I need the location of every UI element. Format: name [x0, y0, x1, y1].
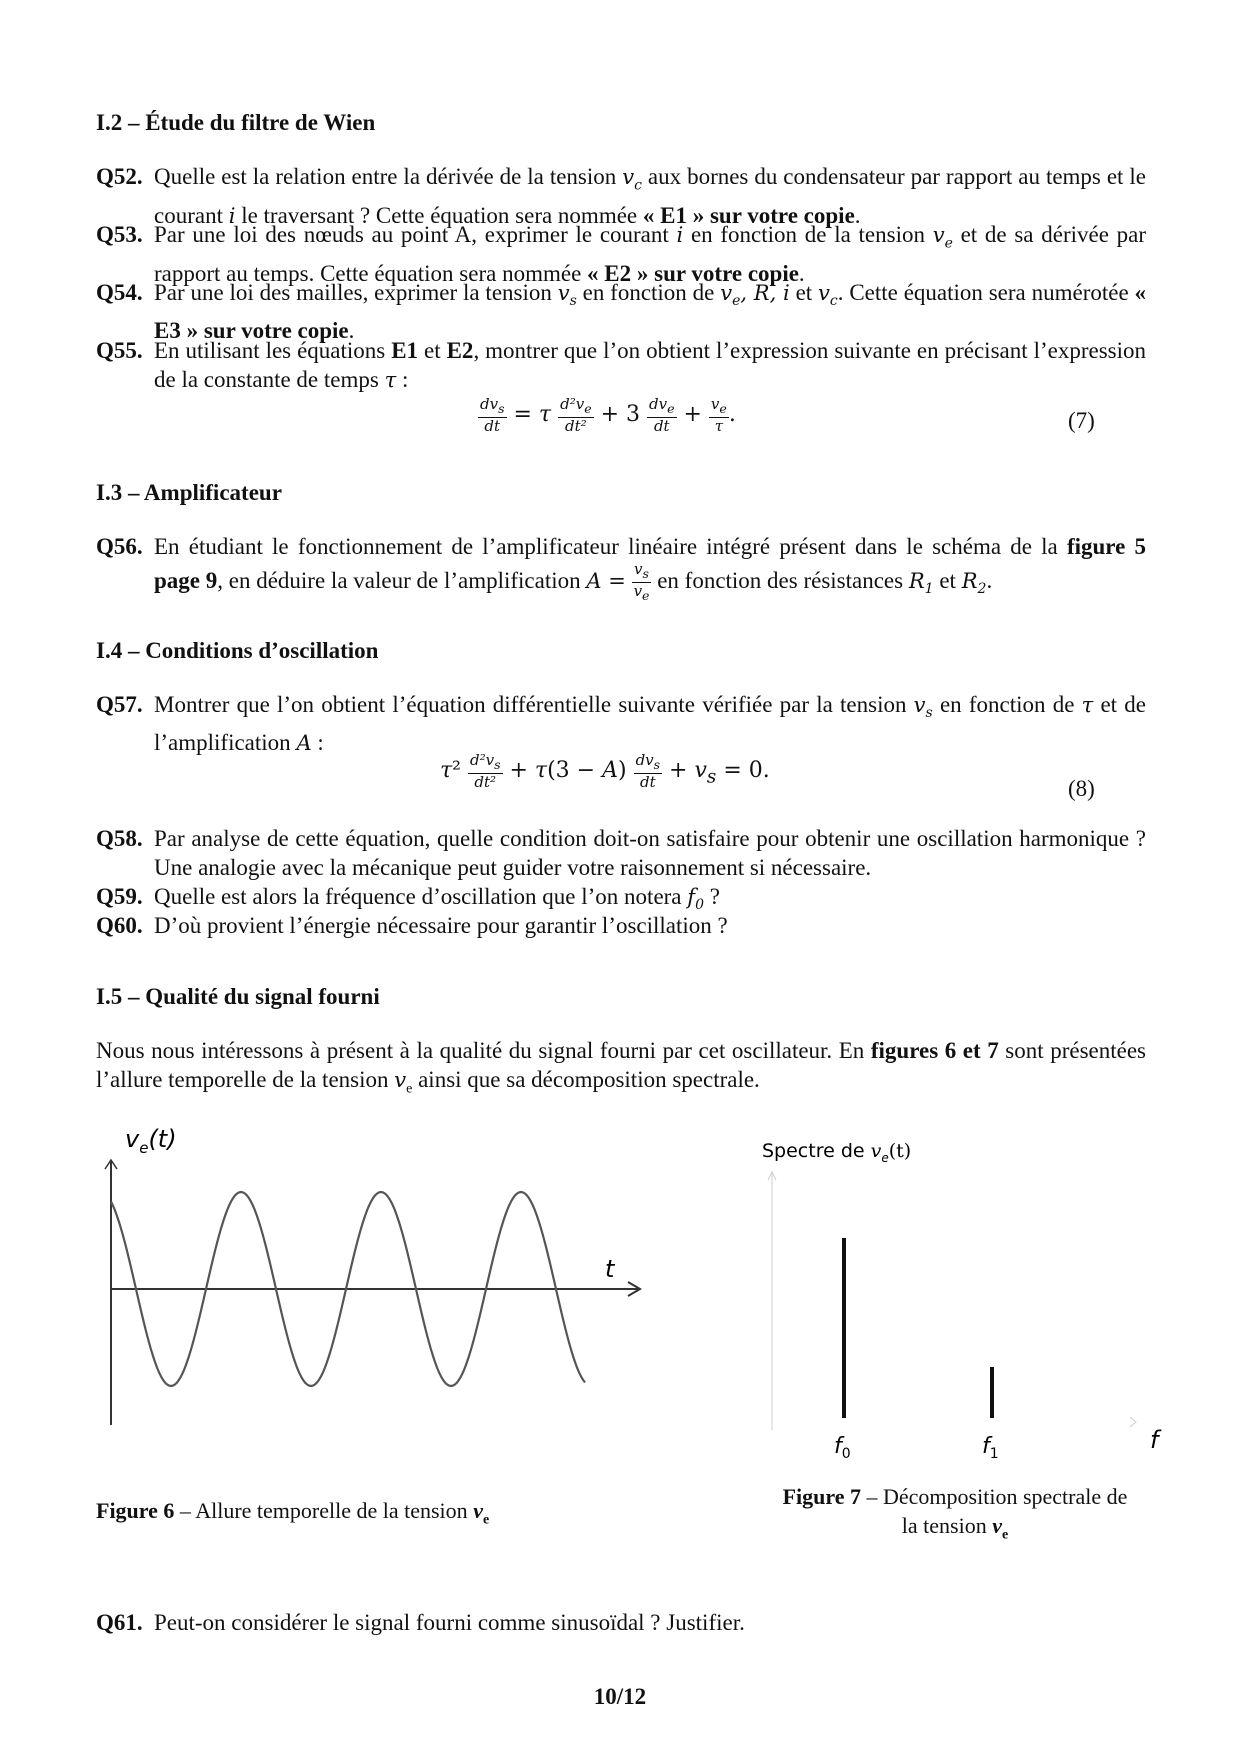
question-q59: Q59. Quelle est alors la fréquence d’oscillation que l’on notera $f_0$ ? [96, 884, 720, 914]
question-q58: Q58. Par analyse de cette équation, quelle condition doit-on satisfaire pour obtenir une oscillation harmonique ? Une analogie avec la mécanique peut guider votre raisonnement si nécessaire. [96, 826, 1146, 880]
equation-7: $\frac{dv_s}{dt}$ = τ $\frac{d^2v_e}{\text{dt²}}$ + 3 $\frac{dv_e}{dt}$ + $\frac{v_e}{\tau}$ . [480, 395, 736, 435]
question-number: Q55. [96, 338, 143, 363]
intro-paragraph: Nous nous intéressons à présent à la qualité du signal fourni par cet oscillateur. En figures 6 et 7 sont présentées l’allure temporelle de la tension $v_e$ ainsi que sa décomposition spectrale. [96, 1038, 1146, 1097]
equation-number-8: (8) [1068, 776, 1095, 801]
x-axis-label: t [605, 1255, 615, 1283]
tick-label-f0: $f_0$ [834, 1434, 851, 1462]
question-number: Q56. [96, 534, 143, 559]
question-number: Q57. [96, 692, 143, 717]
question-q60: Q60. D’où provient l’énergie nécessaire pour garantir l’oscillation ? [96, 913, 728, 938]
y-axis-label: $v_e(t)$ [125, 1125, 177, 1157]
question-q52: Q52. Quelle est la relation entre la dérivée de la tension $v_c$ aux bornes du condensateur par rapport au temps et le courant i le traversant ? Cette équation sera nommée « E1 » sur votre copie. [96, 164, 1146, 228]
spectrum-title: Spectre de $v_e(t)$ [762, 1140, 912, 1165]
question-number: Q61. [96, 1610, 143, 1635]
section-heading-i4: I.4 – Conditions d’oscillation [96, 638, 379, 663]
question-q53: Q53. Par une loi des nœuds au point A, exprimer le courant i en fonction de la tension $v_e$ et de sa dérivée par rapport au temps. Cette équation sera nommée « E2 » sur votre copie. [96, 222, 1147, 286]
spectrum-x-label: f [1150, 1426, 1159, 1454]
question-number: Q52. [96, 164, 143, 189]
question-q57: Q57. Montrer que l’on obtient l’équation différentielle suivante vérifiée par la tension $v_s$ en fonction de τ et de l’amplification A : [96, 692, 1146, 756]
section-heading-i3: I.3 – Amplificateur [96, 480, 282, 505]
question-number: Q53. [96, 222, 143, 247]
question-number: Q60. [96, 913, 143, 938]
figure-7-spectrum [760, 1130, 1180, 1465]
question-q56: Q56. En étudiant le fonctionnement de l’amplificateur linéaire intégré présent dans le schéma de la figure 5 page 9, en déduire la valeur de l’amplification A = $\frac{v_s}{v_e}$ en fonction des résistances $R_1$ et $R_2$. [96, 534, 1147, 603]
question-number: Q58. [96, 826, 143, 851]
equation-8: τ² $\frac{d^2v_s}{\text{dt²}}$ + τ(3 − A) $\frac{dv_s}{dt}$ + $v_s = 0$. [440, 751, 770, 791]
question-q54: Q54. Par une loi des mailles, exprimer la tension $v_s$ en fonction de $v_e$, R, i et $v_c$. Cette équation sera numérotée « E3 » sur votre copie. [96, 280, 1146, 344]
question-number: Q59. [96, 884, 143, 909]
section-heading-i2: I.2 – Étude du filtre de Wien [96, 110, 376, 135]
question-q61: Q61. Peut-on considérer le signal fourni comme sinusoïdal ? Justifier. [96, 1610, 745, 1635]
figure-6-caption: Figure 6 – Allure temporelle de la tension $v_e$ [96, 1498, 490, 1528]
equation-number-7: (7) [1068, 408, 1095, 433]
section-heading-i5: I.5 – Qualité du signal fourni [96, 984, 380, 1009]
question-number: Q54. [96, 280, 143, 305]
figure-7-caption: Figure 7 – Décomposition spectrale de la tension $v_e$ [782, 1484, 1128, 1543]
question-q55: Q55. En utilisant les équations E1 et E2, montrer que l’on obtient l’expression suivante en précisant l’expression de la constante de temps τ : [96, 338, 1146, 392]
spectrum-x-arrow [1130, 1417, 1136, 1427]
page-number: 10/12 [593, 1684, 647, 1709]
figure-6-time-plot [95, 1115, 655, 1435]
tick-label-f1: $f_1$ [982, 1434, 999, 1462]
